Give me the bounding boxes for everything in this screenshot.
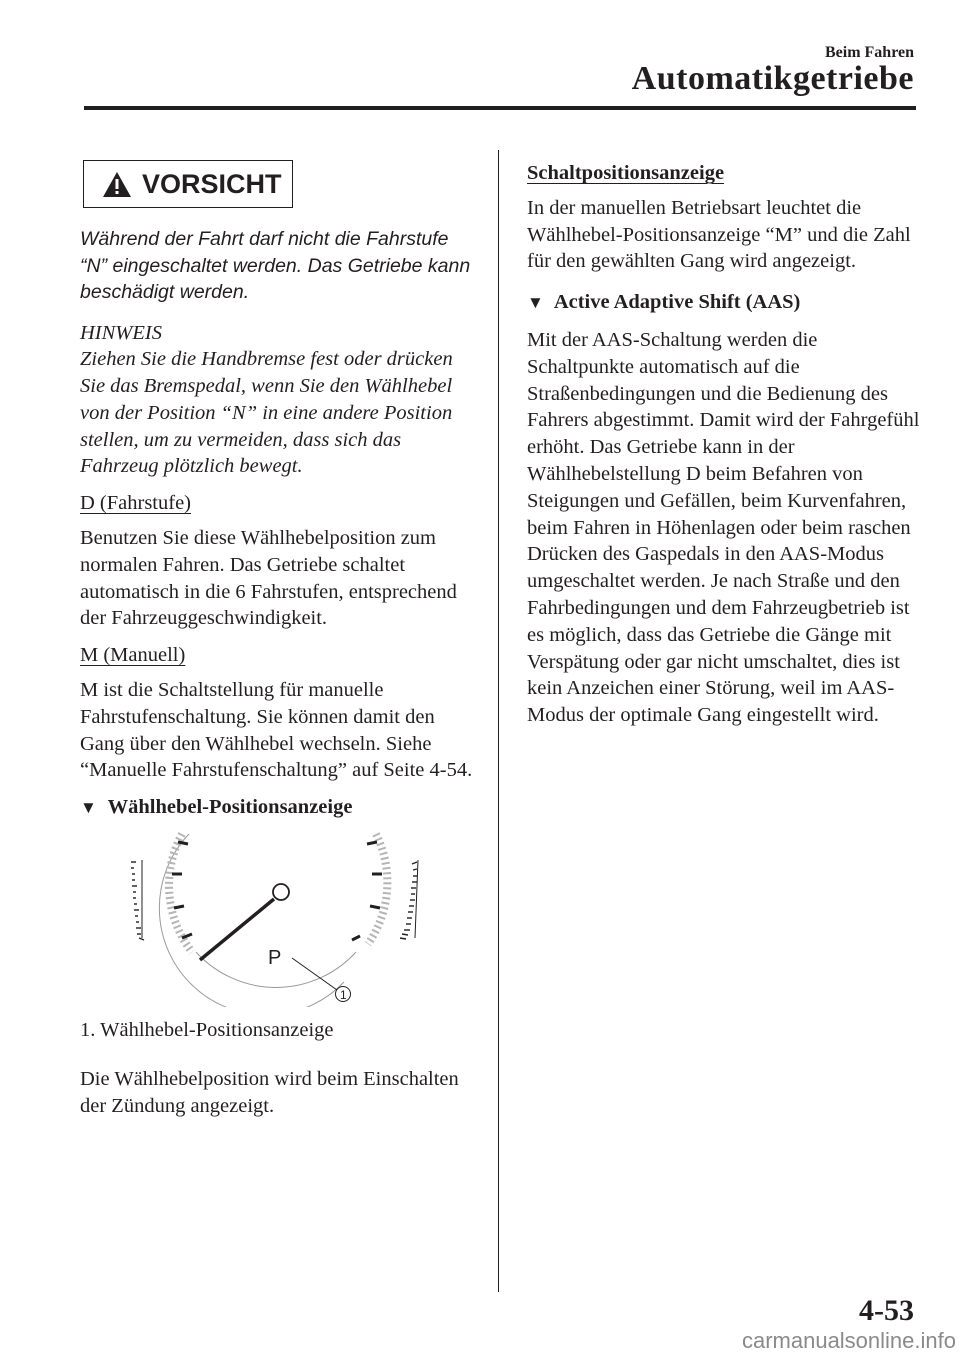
page-title: Automatikgetriebe (631, 60, 914, 97)
figure-caption: 1. Wählhebel-Positionsanzeige (80, 1019, 334, 1042)
gauge-letter-p: P (268, 947, 282, 970)
caution-box (83, 160, 293, 208)
caution-text: Während der Fahrt darf nicht die Fahrstufe “N” eingeschaltet werden. Das Getriebe kann beschädigt werden. (80, 228, 471, 303)
warning-triangle-icon (102, 171, 132, 198)
gauge-figure (124, 832, 444, 1007)
d-heading: D (Fahrstufe) (80, 492, 192, 515)
aas-text: Mit der AAS-Schaltung werden die Schaltpunkte automatisch auf die Straßenbedingungen und die Bedienung des Fahrers abgestimmt. Damit wird der Fahrgefühl erhöht. Das Getriebe kann in der Wählhebelstellung D beim Befahren von Steigungen und Gefällen, beim Kurvenfahren, beim Fahren in Höhenlagen oder beim raschen Drücken des Gaspedals in den AAS-Modus umgeschaltet werden. Je nach Straße und den Fahrbedingungen und dem Fahrzeugbetrieb ist es möglich, dass das Getriebe die Gänge mit Verspätung oder gar nicht umschaltet, dies ist kein Anzeichen einer Störung, weil im AAS-Modus der optimale Gang eingestellt wird. (527, 328, 920, 727)
shift-display-text: In der manuellen Betriebsart leuchtet die Wählhebel-Positionsanzeige “M” und die Zahl für den gewählten Gang wird angezeigt. (527, 196, 911, 273)
shift-display-heading: Schaltpositionsanzeige (527, 162, 725, 184)
caution-label: VORSICHT (142, 168, 282, 199)
note-text: Ziehen Sie die Handbremse fest oder drücken Sie das Bremspedal, wenn Sie den Wählhebel von der Position “N” in eine andere Position stellen, um zu vermeiden, dass sich das Fahrzeug plötzlich bewegt. (80, 348, 453, 478)
indicator-text: Die Wählhebelposition wird beim Einschalten der Zündung angezeigt. (80, 1067, 459, 1117)
callout-number: 1 (340, 988, 347, 1003)
indicator-heading: Wählhebel-Positionsanzeige (107, 796, 353, 819)
m-heading: M (Manuell) (80, 644, 186, 667)
header-section-label: Beim Fahren (824, 44, 914, 61)
header-rule (84, 106, 916, 110)
right-column (527, 160, 927, 729)
gauge-illustration (124, 832, 444, 1007)
page-number: 4-53 (859, 1294, 914, 1327)
m-text: M ist die Schaltstellung für manuelle Fahrstufenschaltung. Sie können damit den Gang über den Wählhebel wechseln. Siehe “Manuelle Fahrstufenschaltung” auf Seite 4-54. (80, 679, 473, 782)
indicator-heading-row (80, 794, 480, 822)
column-divider (498, 150, 499, 1292)
note-block (80, 320, 480, 481)
watermark: carmanualsonline.info (741, 1328, 956, 1353)
aas-heading: Active Adaptive Shift (AAS) (553, 291, 801, 314)
left-column (80, 160, 480, 1119)
note-label: HINWEIS (80, 321, 162, 344)
triangle-down-icon: ▼ (80, 798, 97, 818)
triangle-down-icon: ▼ (527, 293, 544, 313)
aas-heading-row (527, 289, 927, 317)
d-text: Benutzen Sie diese Wählhebelposition zum normalen Fahren. Das Getriebe schaltet automatisch in die 6 Fahrstufen, entsprechend der Fahrzeuggeschwindigkeit. (80, 527, 457, 630)
